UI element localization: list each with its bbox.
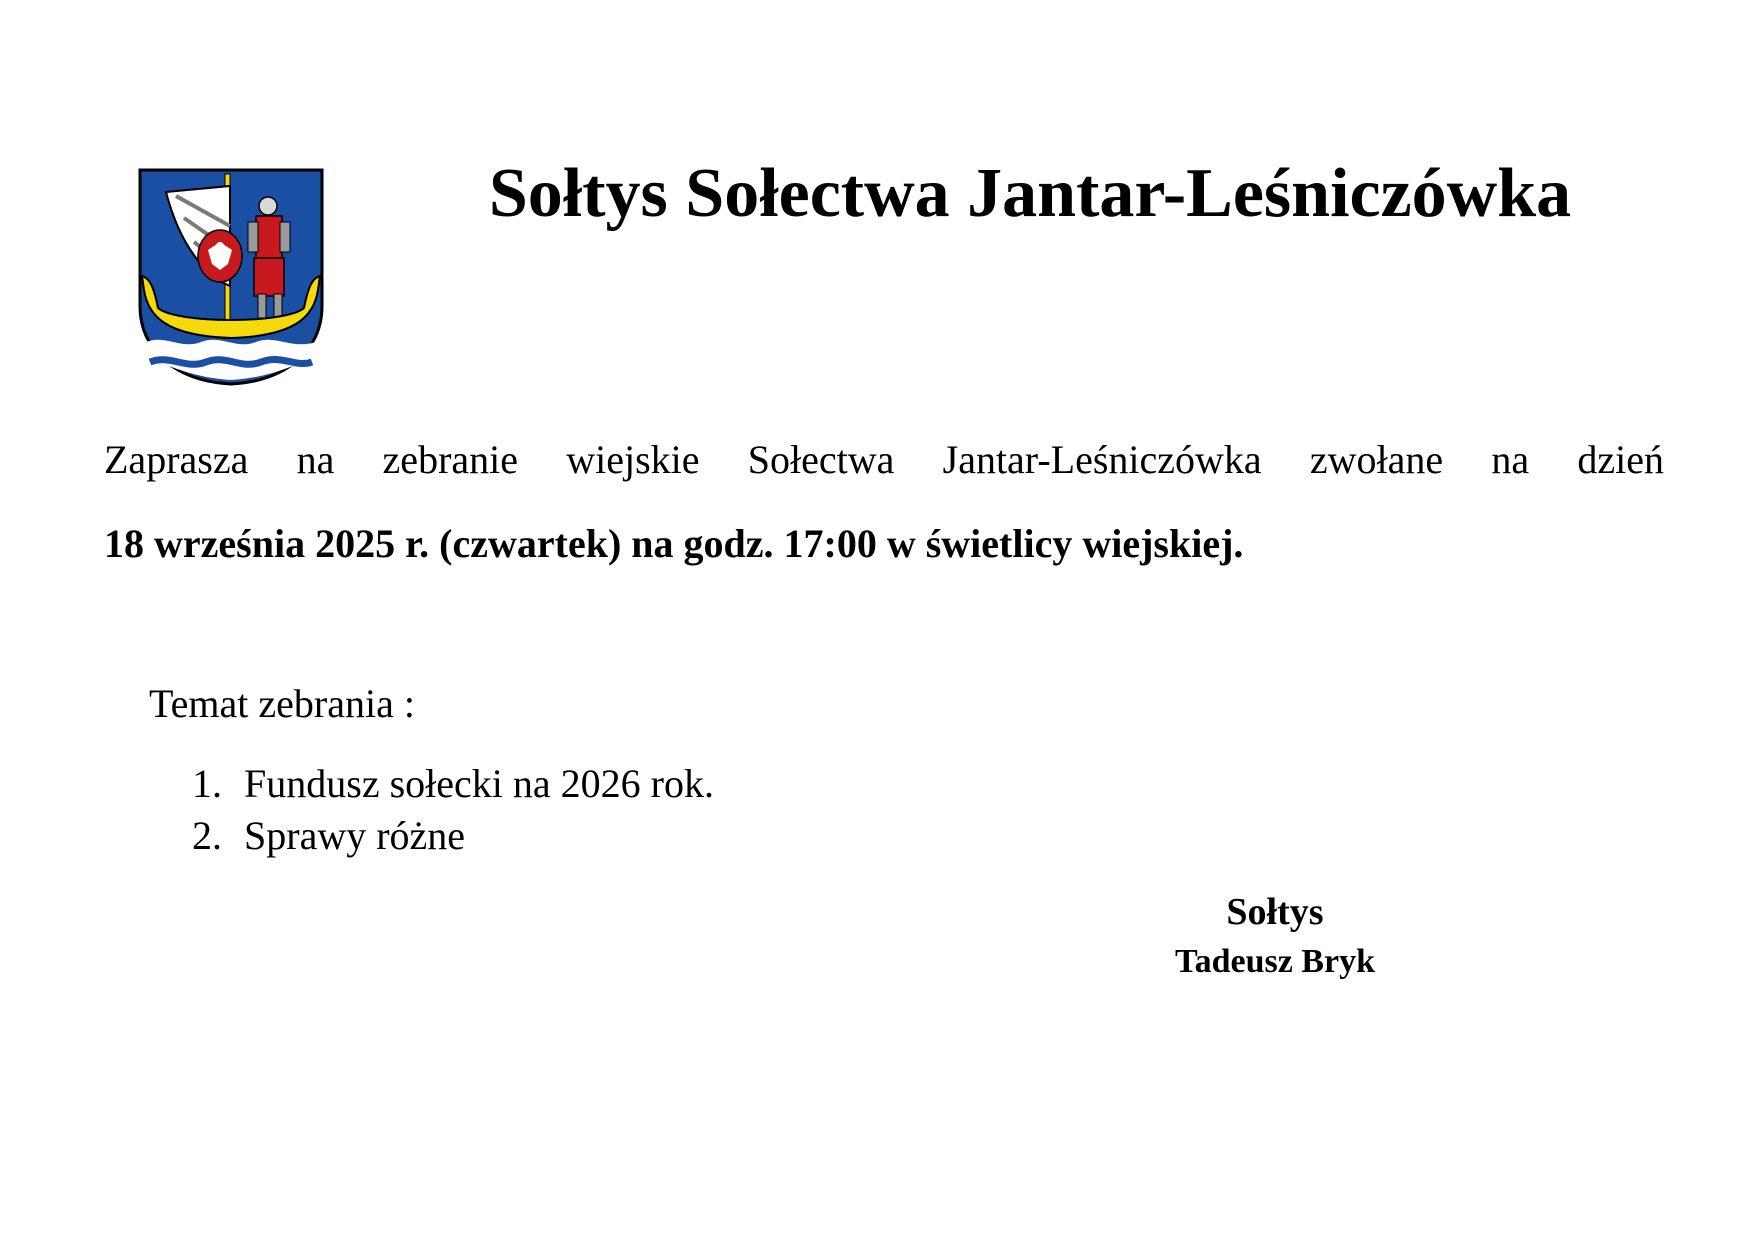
- signature-name: Tadeusz Bryk: [1175, 943, 1375, 980]
- agenda-item: [192, 758, 714, 810]
- signature-role: Sołtys: [1226, 891, 1324, 933]
- meeting-date-time: 18 września 2025 r. (czwartek) na godz. 17:00 w świetlicy wiejskiej.: [104, 521, 1244, 566]
- agenda-item-text: Sprawy różne: [244, 813, 466, 858]
- signature-block: [1110, 888, 1440, 988]
- agenda-label: Temat zebrania :: [149, 681, 415, 726]
- agenda-item-number: 1.: [192, 761, 222, 806]
- page-title: Sołtys Sołectwa Jantar-Leśniczówka: [488, 155, 1572, 232]
- announcement-intro: Zaprasza na zebranie wiejskie Sołectwa Jantar-Leśniczówka zwołane na dzień: [104, 437, 1664, 482]
- agenda-item: [192, 810, 714, 862]
- agenda-item-text: Fundusz sołecki na 2026 rok.: [244, 761, 714, 806]
- coat-of-arms-icon: [136, 166, 326, 388]
- agenda-list: [192, 758, 714, 862]
- agenda-item-number: 2.: [192, 813, 222, 858]
